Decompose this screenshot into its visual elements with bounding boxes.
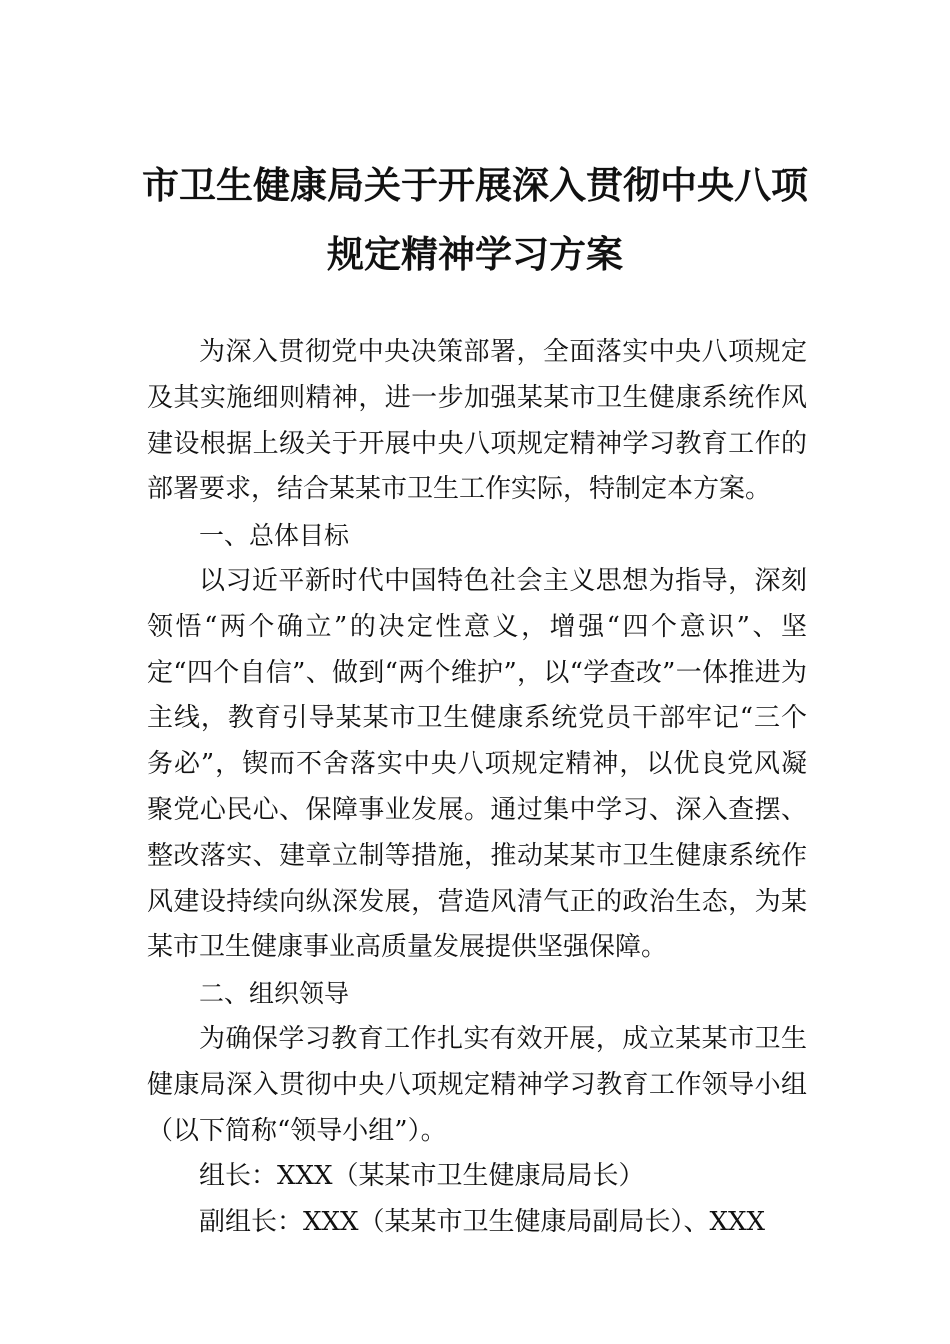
leader-line: 组长：XXX（某某市卫生健康局局长） — [199, 1161, 645, 1192]
section-1-paragraph: 以习近平新时代中国特色社会主义思想为指导，深刻领悟“两个确立”的决定性意义，增强“四个意识”、坚定“四个自信”、做到“两个维护”，以“学查改”一体推进为主线，教育引导某某市卫生健康系统党员干部牢记“三个务必”，锲而不舍落实中央八项规定精神，以优良党风凝聚党心民心、保障事业发展。通过集中学习、深入查摆、整改落实、建章立制等措施，推动某某市卫生健康系统作风建设持续向纵深发展，营造风清气正的政治生态，为某某市卫生健康事业高质量发展提供坚强保障。 — [147, 565, 807, 963]
section-2-heading: 二、组织领导 — [199, 979, 350, 1009]
document-title-line-1: 市卫生健康局关于开展深入贯彻中央八项 — [142, 163, 808, 207]
document-title-line-2: 规定精神学习方案 — [327, 232, 623, 276]
document-body — [147, 330, 807, 1246]
deputy-leader-line: 副组长：XXX（某某市卫生健康局副局长）、XXX — [199, 1207, 766, 1238]
section-2-paragraph: 为确保学习教育工作扎实有效开展，成立某某市卫生健康局深入贯彻中央八项规定精神学习教育工作领导小组（以下简称“领导小组”）。 — [147, 1023, 807, 1146]
section-1-heading: 一、总体目标 — [199, 521, 350, 551]
intro-paragraph: 为深入贯彻党中央决策部署，全面落实中央八项规定及其实施细则精神，进一步加强某某市卫生健康系统作风建设根据上级关于开展中央八项规定精神学习教育工作的部署要求，结合某某市卫生工作实际，特制定本方案。 — [147, 337, 807, 505]
